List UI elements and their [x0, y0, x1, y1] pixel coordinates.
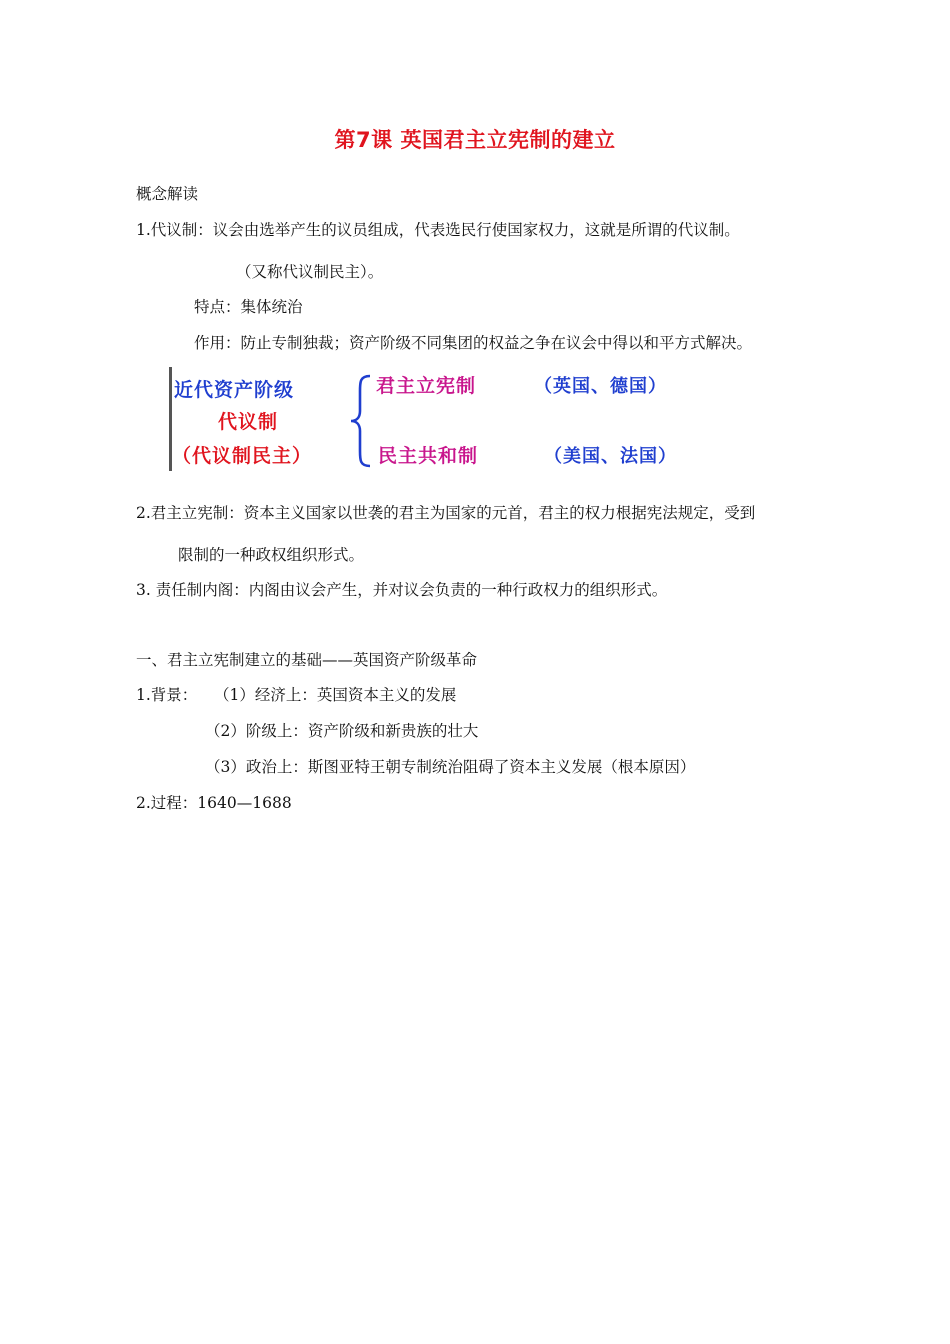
background-label: 1.背景： — [136, 686, 198, 704]
item1-feature: 特点：集体统治 — [194, 298, 303, 316]
background-item-3: （3）政治上：斯图亚特王朝专制统治阻碍了资本主义发展（根本原因） — [205, 758, 696, 776]
background-item-1: （1）经济上：英国资本主义的发展 — [214, 686, 457, 704]
section1-heading: 一、君主立宪制建立的基础——英国资产阶级革命 — [136, 651, 478, 669]
diagram-branch-top-label: 君主立宪制 — [376, 375, 477, 397]
item2-line1: 2.君主立宪制：资本主义国家以世袭的君主为国家的元首，君主的权力根据宪法规定，受到 — [136, 504, 756, 522]
item1-effect: 作用：防止专制独裁；资产阶级不同集团的权益之争在议会中得以和平方式解决。 — [194, 334, 753, 352]
diagram-left-line3: （代议制民主） — [172, 445, 313, 467]
diagram-left-line2: 代议制 — [218, 411, 279, 433]
background-item-2: （2）阶级上：资产阶级和新贵族的壮大 — [205, 722, 479, 740]
concept-heading: 概念解读 — [136, 185, 199, 203]
diagram-branch-top-note: （英国、德国） — [534, 376, 667, 397]
diagram-left-line1: 近代资产阶级 — [174, 379, 295, 401]
process-line: 2.过程：1640—1688 — [136, 794, 292, 812]
curly-brace-icon — [348, 373, 374, 469]
item3-definition: 3. 责任制内阁：内阁由议会产生，并对议会负责的一种行政权力的组织形式。 — [136, 581, 668, 599]
representative-system-diagram — [168, 365, 748, 473]
item1-definition: 1.代议制：议会由选举产生的议员组成，代表选民行使国家权力，这就是所谓的代议制。 — [136, 221, 740, 239]
item1-aka: （又称代议制民主）。 — [236, 263, 384, 281]
diagram-branch-bottom-label: 民主共和制 — [378, 445, 479, 467]
diagram-branch-bottom-note: （美国、法国） — [544, 446, 677, 467]
page-title: 第7课 英国君主立宪制的建立 — [334, 128, 616, 152]
item2-line2: 限制的一种政权组织形式。 — [178, 546, 365, 564]
